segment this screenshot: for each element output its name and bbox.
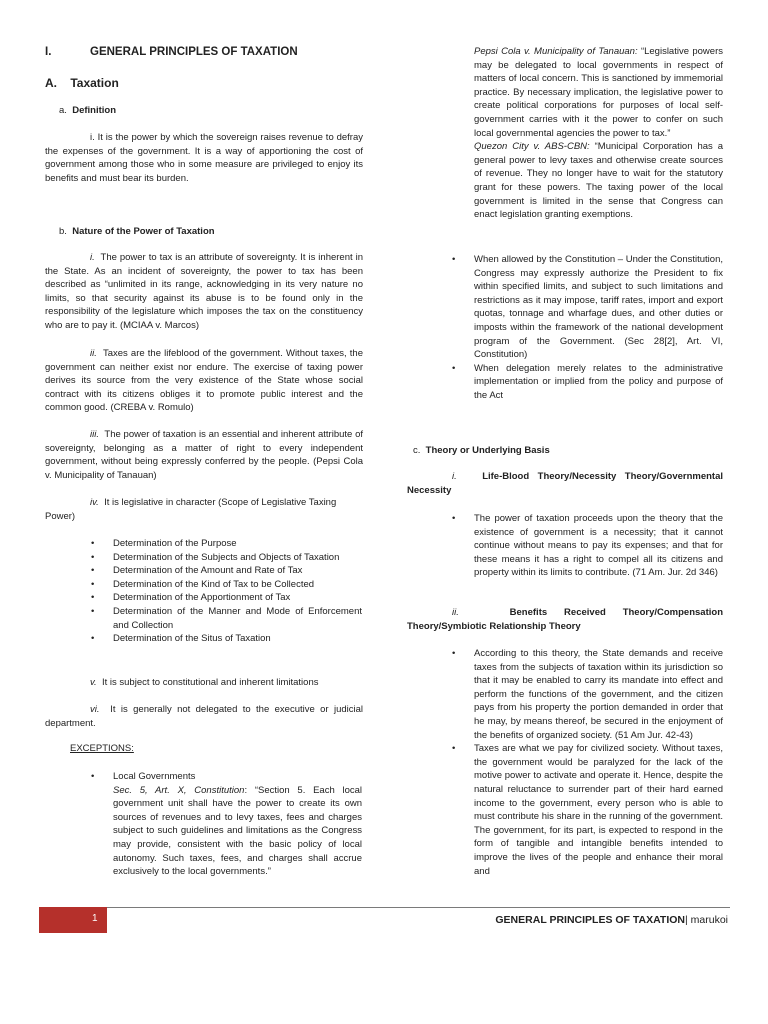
nature-p5-num: v. [90,677,97,688]
list-item: • Determination of the Situs of Taxation [113,632,362,646]
list-item: • Determination of the Kind of Tax to be Collected [113,578,362,592]
theory-2-title: Benefits Received Theory/Compensation Theory/Symbiotic Relationship Theory [407,607,723,632]
nature-p3-num: iii. [90,429,99,440]
theory-letter: c. [413,445,421,456]
theory-label-text: Theory or Underlying Basis [425,445,550,456]
footer-title [495,914,728,926]
list-item [113,770,362,879]
exception-1-text: : “Section 5. Each local government unit shall have the power to create its own sources of revenues and to levy taxes, fees and charges subject to such guidelines and limitations as the Congress may provide, consistent with the basic policy of local autonomy. Such taxes, fees, and charges shall accrue exclusively to the local governments.” [113,784,362,878]
theory-1-num: i. [452,471,457,482]
nature-label [59,226,215,237]
scope-list [113,537,362,646]
exceptions-label: EXCEPTIONS: [70,743,134,754]
footer-author: | marukoi [685,914,728,926]
list-item: • Determination of the Purpose [113,537,362,551]
theory-2-num: ii. [452,607,459,618]
nature-paragraph-1 [45,251,363,333]
qc-text: “Municipal Corporation has a general power to levy taxes and otherwise create sources of revenue. They no longer have to wait for the statutory grant for these powers. The taxing power of the local government is limited in the sense that Congress can enact legislation granting exemptions. [474,141,723,221]
pepsi-cite: Pepsi Cola v. Municipality of Tanauan: [474,46,638,57]
exceptions-list-left [113,770,362,879]
nature-paragraph-2 [45,347,363,415]
exception-1-title: Local Governments [113,771,196,782]
list-item: • The power of taxation proceeds upon the theory that the existence of government is a necessity; that it cannot continue without means to pay its expenses; and that for these means it has a right to compel all its citizens and property within its limits to contribute. (71 Am. Jur. 2d 346) [474,512,723,580]
list-item: • Determination of the Apportionment of Tax [113,591,362,605]
nature-letter: b. [59,226,67,237]
section-title: GENERAL PRINCIPLES OF TAXATION [90,46,298,58]
exception-1-cite: Sec. 5, Art. X, Constitution [113,784,245,796]
nature-p2-num: ii. [90,348,97,359]
nature-p1-text: The power to tax is an attribute of sovereignty. It is inherent in the State. As an incident of sovereignty, the power to tax has been described as “unlimited in its range, acknowledging in its very nature no limits, so that security against its abuse is to be found only in the responsibility of the legislature which imposes the tax on the constituency who are to pay it. (MCIAA v. Marcos) [45,252,363,331]
subsection-title: Taxation [70,76,119,90]
list-item: • Determination of the Amount and Rate of Tax [113,564,362,578]
theory-2-heading [407,606,723,633]
theory-2-list [474,647,723,878]
nature-p4-num: iv. [90,497,99,508]
definition-text: i. It is the power by which the sovereign raises revenue to defray the expenses of the government. It is a way of apportioning the cost of government among those who in some measure are privileged to enjoy its benefits and must bear its burden. [45,132,363,184]
exceptions-list-right [474,253,723,403]
right-cases [474,45,723,222]
definition-label [59,105,116,116]
nature-p3-text: The power of taxation is an essential and inherent attribute of sovereignty, belonging as a matter of right to every independent government, without being expressly conferred by the people. (Pepsi Cola v. Municipality of Tanauan) [45,429,364,481]
qc-cite: Quezon City v. ABS-CBN: [474,141,590,153]
list-item: • When delegation merely relates to the administrative implementation or implied from the policy and purpose of the Act [474,362,723,403]
subsection-letter: A. [45,76,57,90]
theory-1-list [474,512,723,580]
nature-p2-text: Taxes are the lifeblood of the government. Without taxes, the government can neither exist nor endure. The exercise of taxing power derives its source from the very existence of the State whose social contract with its citizens obliges it to promote public interest and the common good. (CREBA v. Romulo) [45,348,363,414]
footer-divider [107,907,730,908]
subsection-heading [45,76,119,90]
nature-p5-text: It is subject to constitutional and inherent limitations [101,677,319,688]
pepsi-text: “Legislative powers may be delegated to local governments in respect of matters of local concern. This is sanctioned by immemorial practice. By necessary implication, the legislative power to create political corporations for purposes of local self-government carries with it the power to confer on such local governmental agencies the power to tax.” [474,46,723,139]
theory-label [413,445,550,456]
nature-paragraph-6 [45,703,363,730]
section-number: I. [45,46,52,58]
nature-label-text: Nature of the Power of Taxation [72,226,215,237]
nature-p4-text: It is legislative in character (Scope of Legislative Taxing Power) [45,497,337,522]
nature-paragraph-4 [45,496,363,523]
nature-paragraph-5 [45,676,363,690]
list-item: • According to this theory, the State demands and receive taxes from the subjects of taxation within its jurisdiction so that it may be enabled to carry its mandate into effect and perform the functions of the government, and the citizen pays from his property the portion demanded in order that he may, by means thereof, be secured in the enjoyment of the benefits of organized society. (51 Am Jur. 42-43) [474,647,723,742]
definition-label-text: Definition [72,105,117,116]
list-item: • When allowed by the Constitution – Under the Constitution, Congress may expressly authorize the President to fix within specified limits, and subject to such limitations and restrictions as it may impose, tariff rates, import and export quotas, tonnage and wharfage dues, and other duties or imposts within the framework of the national development program of the Government. (Sec 28[2], Art. VI, Constitution) [474,253,723,362]
nature-paragraph-3 [45,428,363,482]
list-item: • Taxes are what we pay for civilized society. Without taxes, the government would be paralyzed for the lack of the motive power to activate and operate it. Hence, despite the natural reluctance to surrender part of their hard earned income to the government, every person who is able to must contribute his share in the running of the government. The government, for its part, is expected to respond in the form of tangible and intangible benefits intended to improve the lives of the people and enhance their moral and [474,742,723,878]
list-item: • Determination of the Subjects and Objects of Taxation [113,551,362,565]
nature-p6-num: vi. [90,704,100,715]
footer-title-text: GENERAL PRINCIPLES OF TAXATION [495,914,685,926]
list-item: • Determination of the Manner and Mode of Enforcement and Collection [113,605,362,632]
page-number: 1 [92,913,98,924]
theory-1-title: Life-Blood Theory/Necessity Theory/Governmental Necessity [407,471,723,496]
nature-p1-num: i. [90,252,95,263]
definition-letter: a. [59,105,67,116]
nature-p6-text: It is generally not delegated to the executive or judicial department. [45,704,363,729]
theory-1-heading [407,470,723,497]
